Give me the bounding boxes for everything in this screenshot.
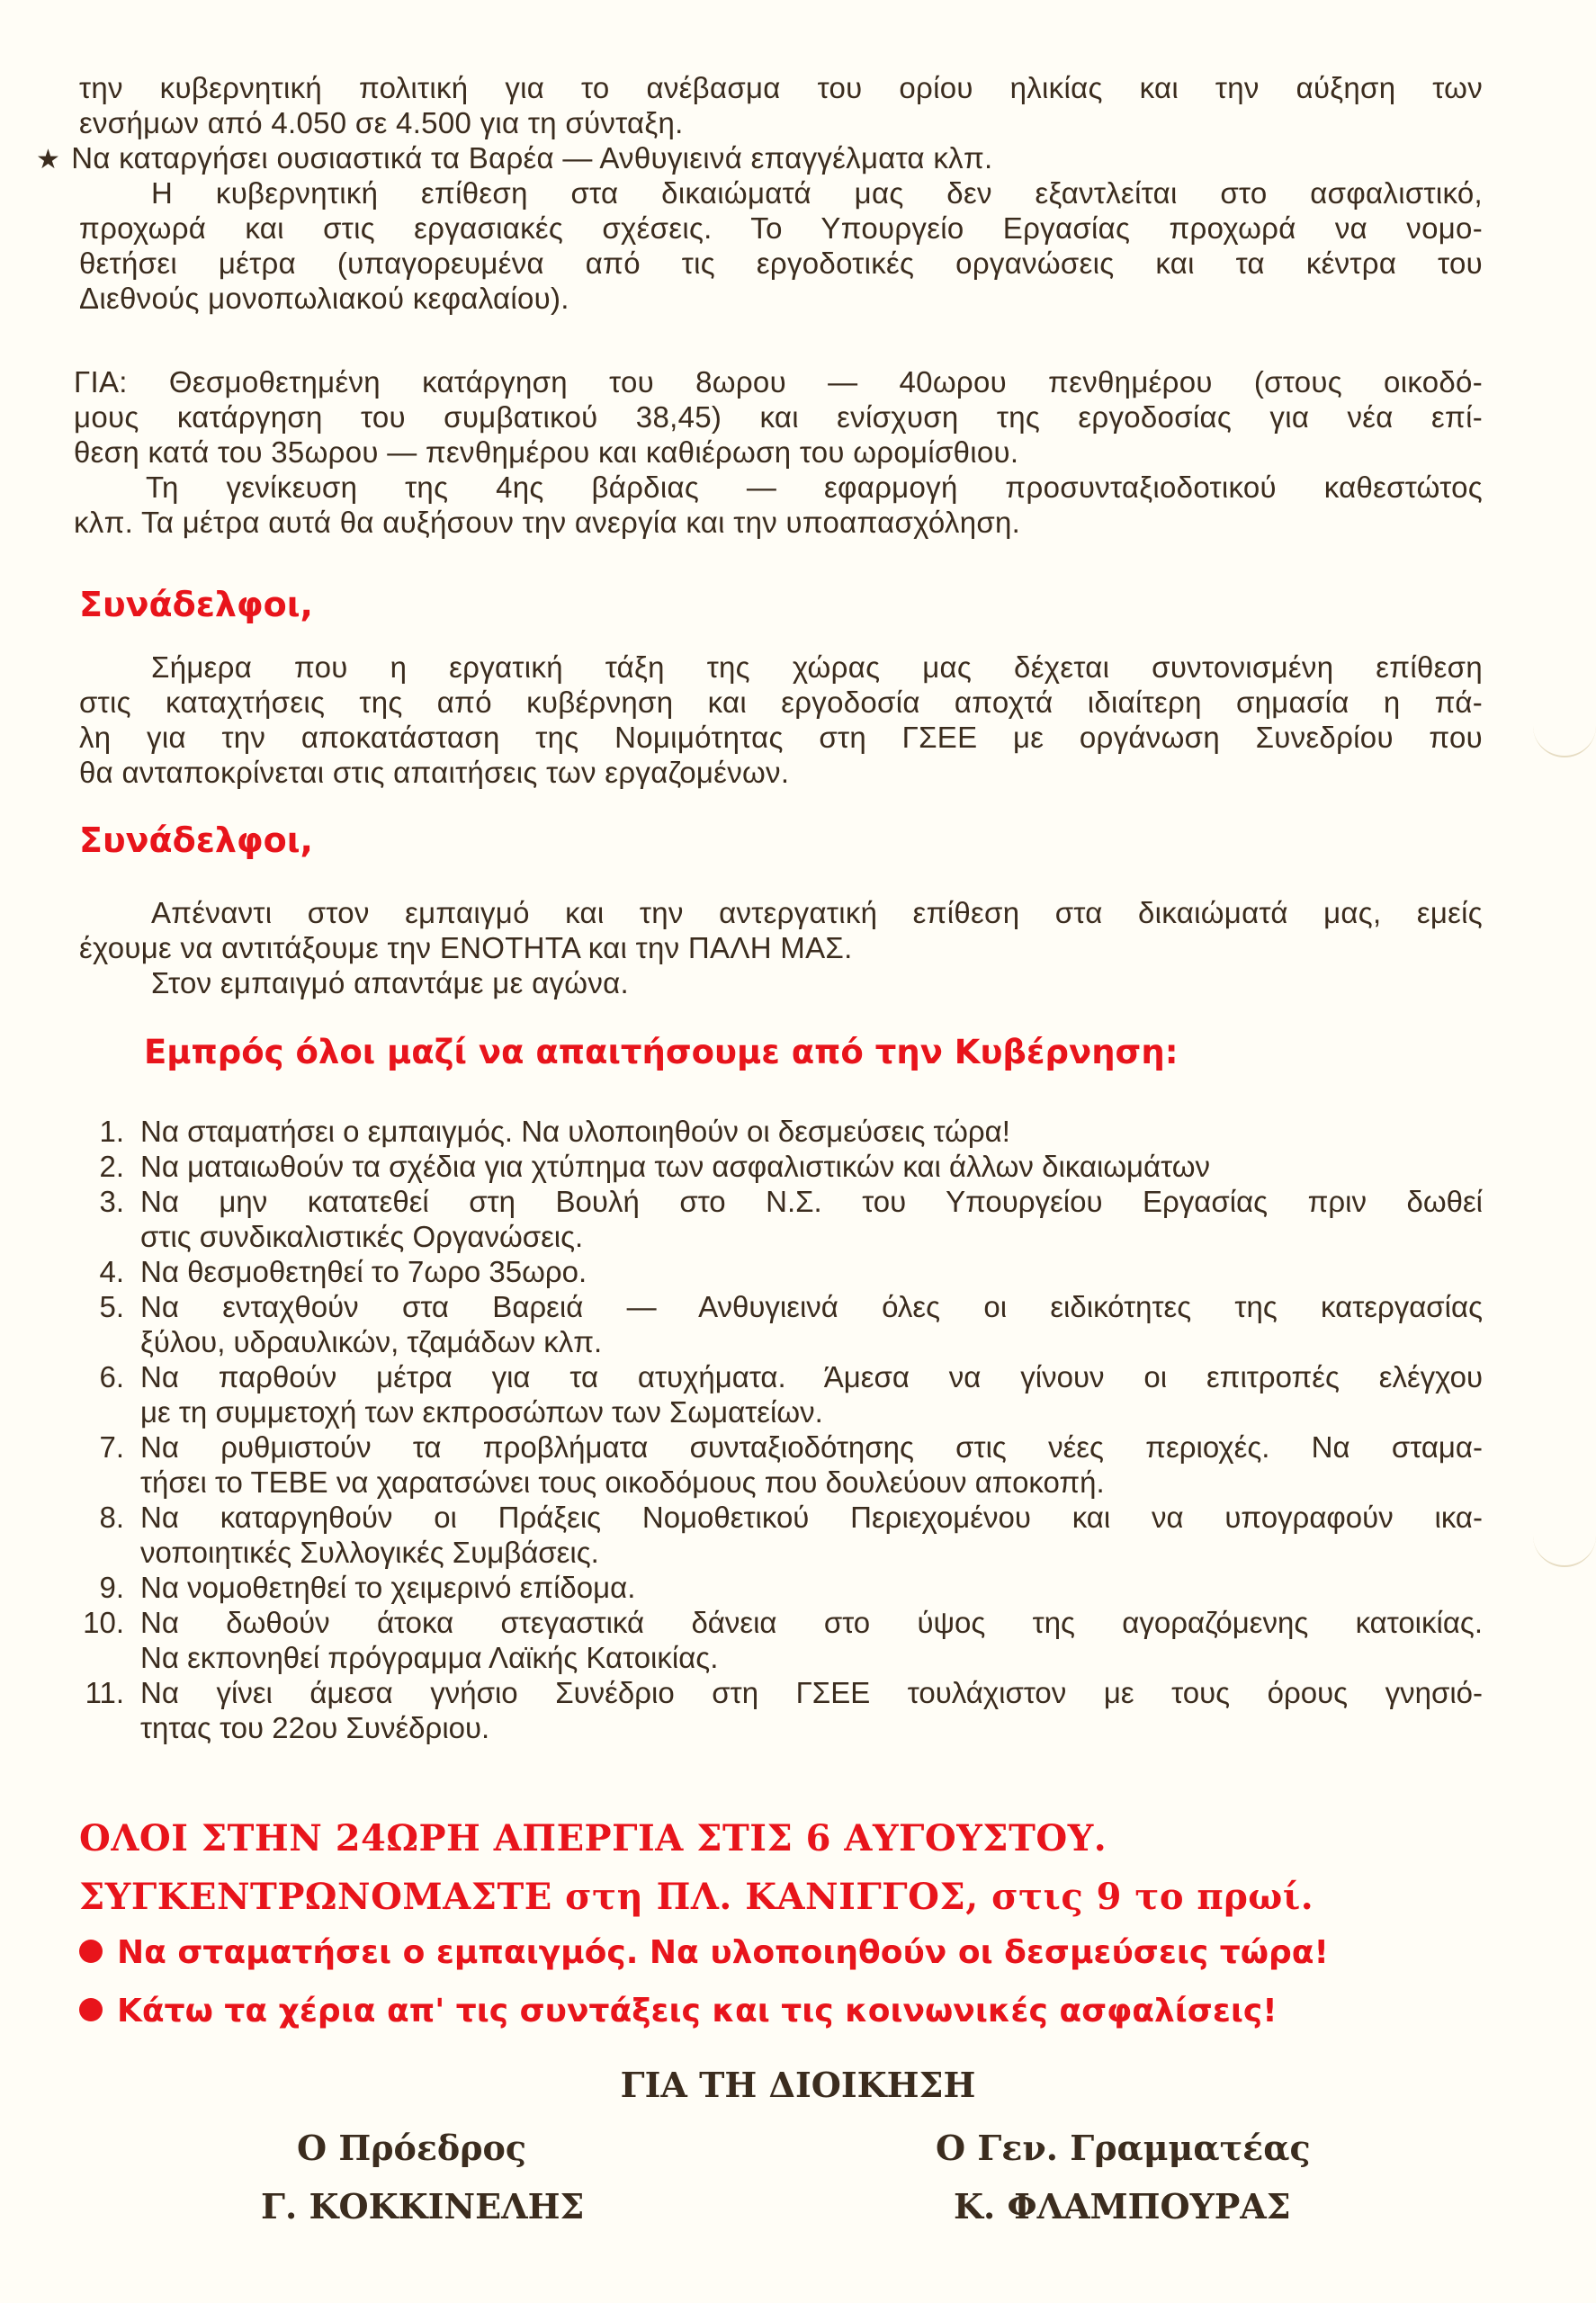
demand-line: Να θεσμοθετηθεί το 7ωρο 35ωρο. — [140, 1255, 587, 1288]
slogan-text: Κάτω τα χέρια απ' τις συντάξεις και τις κοινωνικές ασφαλίσεις! — [117, 1993, 1278, 2030]
star-icon: ★ — [36, 145, 61, 175]
intro-paragraph-line: Η κυβερνητική επίθεση στα δικαιώματά μας δεν εξαντλείται στο ασφαλιστικό, — [151, 176, 1483, 210]
demand-item — [79, 1184, 1483, 1254]
slogan-text: Να σταματήσει ο εμπαιγμός. Να υλοποιηθούν οι δεσμεύσεις τώρα! — [117, 1934, 1329, 1971]
section1-heading: Συνάδελφοι, — [79, 585, 313, 624]
demand-item — [79, 1570, 1483, 1605]
signature-heading: ΓΙΑ ΤΗ ΔΙΟΙΚΗΣΗ — [620, 2065, 976, 2105]
demand-item — [79, 1254, 1483, 1289]
section2-line: Στον εμπαιγμό απαντάμε με αγώνα. — [151, 966, 629, 999]
demand-line: νοποιητικές Συλλογικές Συμβάσεις. — [140, 1536, 599, 1569]
demand-line: Να καταργηθούν οι Πράξεις Νομοθετικού Περιεχομένου και να υπογραφούν ικα- — [140, 1501, 1483, 1534]
secretary-role: Ο Γεν. Γραμματέας — [936, 2128, 1311, 2168]
gia-line: Τη γενίκευση της 4ης βάρδιας — εφαρμογή προσυνταξιοδοτικού καθεστώτος — [146, 470, 1483, 504]
star-item-text: Να καταργήσει ουσιαστικά τα Βαρέα — Ανθυγιεινά επαγγέλματα κλπ. — [71, 141, 993, 175]
demand-item — [79, 1114, 1483, 1149]
gia-line: ΓΙΑ: Θεσμοθετημένη κατάργηση του 8ωρου — 40ωρου πενθημέρου (στους οικοδό- — [74, 365, 1483, 399]
intro-paragraph-line: θετήσει μέτρα (υπαγορευμένα από τις εργοδοτικές οργανώσεις και τα κέντρα του — [79, 246, 1483, 280]
demand-line: Να δωθούν άτοκα στεγαστικά δάνεια στο ύψος της αγοραζόμενης κατοικίας. — [140, 1606, 1483, 1639]
demand-item — [79, 1359, 1483, 1429]
bullet-icon — [79, 1940, 103, 1963]
demand-line: στις συνδικαλιστικές Οργανώσεις. — [140, 1220, 584, 1253]
intro-block — [36, 70, 1483, 316]
star-item — [36, 140, 1483, 175]
demand-number: 9. — [99, 1571, 124, 1604]
demand-line: ξύλου, υδραυλικών, τζαμάδων κλπ. — [140, 1325, 603, 1358]
demand-number: 10. — [83, 1606, 124, 1639]
slogan-2 — [79, 1993, 1278, 2030]
demand-line: τήσει το ΤΕΒΕ να χαρατσώνει τους οικοδόμους που δουλεύουν αποκοπή. — [140, 1465, 1105, 1499]
section1-body — [79, 650, 1483, 790]
gia-line: κλπ. Τα μέτρα αυτά θα αυξήσουν την ανεργία και την υποαπασχόληση. — [74, 506, 1021, 539]
demand-item — [79, 1675, 1483, 1745]
gia-line: μους κατάργηση του συμβατικού 38,45) και ενίσχυση της εργοδοσίας για νέα επί- — [74, 400, 1483, 434]
demand-line: Να σταματήσει ο εμπαιγμός. Να υλοποιηθούν οι δεσμεύσεις τώρα! — [140, 1115, 1010, 1148]
intro-line: την κυβερνητική πολιτική για το ανέβασμα του ορίου ηλικίας και την αύξηση των — [79, 71, 1483, 104]
secretary-name: Κ. ΦΛΑΜΠΟΥΡΑΣ — [954, 2186, 1291, 2227]
demand-number: 11. — [85, 1676, 124, 1709]
demand-number: 6. — [99, 1360, 124, 1393]
demand-number: 5. — [99, 1290, 124, 1323]
strike-announcement: ΟΛΟΙ ΣΤΗΝ 24ΩΡΗ ΑΠΕΡΓΙΑ ΣΤΙΣ 6 ΑΥΓΟΥΣΤΟΥ. — [79, 1817, 1107, 1859]
punch-hole-mark — [1533, 1529, 1596, 1567]
demand-number: 1. — [99, 1115, 124, 1148]
demand-item — [79, 1289, 1483, 1359]
bullet-icon — [79, 1998, 103, 2021]
demand-number: 2. — [99, 1150, 124, 1183]
demand-line: Να εκπονηθεί πρόγραμμα Λαϊκής Κατοικίας. — [140, 1641, 719, 1674]
demand-line: Να παρθούν μέτρα για τα ατυχήματα. Άμεσα να γίνουν οι επιτροπές ελέγχου — [140, 1360, 1483, 1393]
president-role: Ο Πρόεδρος — [297, 2128, 527, 2168]
intro-line: ενσήμων από 4.050 σε 4.500 για τη σύνταξη. — [79, 106, 684, 139]
demand-line: με τη συμμετοχή των εκπροσώπων των Σωματείων. — [140, 1395, 823, 1429]
president-name: Γ. ΚΟΚΚΙΝΕΛΗΣ — [261, 2186, 585, 2227]
demand-line: Να ματαιωθούν τα σχέδια για χτύπημα των ασφαλιστικών και άλλων δικαιωμάτων — [140, 1150, 1210, 1183]
slogan-1 — [79, 1934, 1329, 1971]
section1-line: λη για την αποκατάσταση της Νομιμότητας στη ΓΣΕΕ με οργάνωση Συνεδρίου που — [79, 721, 1483, 754]
section2-line: Απέναντι στον εμπαιγμό και την αντεργατική επίθεση στα δικαιώματά μας, εμείς — [151, 896, 1483, 929]
demand-line: Να μην κατατεθεί στη Βουλή στο Ν.Σ. του Υπουργείου Εργασίας πριν δωθεί — [140, 1185, 1483, 1218]
demand-line: Να ρυθμιστούν τα προβλήματα συνταξιοδότησης στις νέες περιοχές. Να σταμα- — [140, 1430, 1483, 1464]
section2-body — [79, 895, 1483, 1000]
punch-hole-mark — [1533, 720, 1596, 757]
demands-list — [79, 1114, 1483, 1745]
section1-line: Σήμερα που η εργατική τάξη της χώρας μας δέχεται συντονισμένη επίθεση — [151, 650, 1483, 684]
demand-number: 3. — [99, 1185, 124, 1218]
section1-line: θα ανταποκρίνεται στις απαιτήσεις των εργαζομένων. — [79, 756, 790, 789]
demand-item — [79, 1500, 1483, 1570]
demand-line: Να ενταχθούν στα Βαρειά — Ανθυγιεινά όλες οι ειδικότητες της κατεργασίας — [140, 1290, 1483, 1323]
demand-item — [79, 1149, 1483, 1184]
intro-paragraph-line: Διεθνούς μονοπωλιακού κεφαλαίου). — [79, 282, 569, 315]
demands-heading: Εμπρός όλοι μαζί να απαιτήσουμε από την Κυβέρνηση: — [144, 1033, 1179, 1071]
demand-line: τητας του 22ου Συνέδριου. — [140, 1711, 490, 1744]
intro-paragraph-line: προχωρά και στις εργασιακές σχέσεις. Το Υπουργείο Εργασίας προχωρά να νομο- — [79, 211, 1483, 245]
gia-line: θεση κατά του 35ωρου — πενθημέρου και καθιέρωση του ωρομίσθιου. — [74, 435, 1019, 469]
section2-line: έχουμε να αντιτάξουμε την ΕΝΟΤΗΤΑ και την ΠΑΛΗ ΜΑΣ. — [79, 931, 853, 964]
section1-line: στις καταχτήσεις της από κυβέρνηση και εργοδοσία αποχτά ιδιαίτερη σημασία η πά- — [79, 686, 1483, 719]
demand-number: 7. — [99, 1430, 124, 1464]
gia-block — [74, 364, 1483, 540]
demand-number: 4. — [99, 1255, 124, 1288]
demand-number: 8. — [99, 1501, 124, 1534]
demand-line: Να γίνει άμεσα γνήσιο Συνέδριο στη ΓΣΕΕ τουλάχιστον με τους όρους γνησιό- — [140, 1676, 1483, 1709]
demand-item — [79, 1605, 1483, 1675]
section2-heading: Συνάδελφοι, — [79, 820, 313, 860]
demand-item — [79, 1429, 1483, 1500]
demand-line: Να νομοθετηθεί το χειμερινό επίδομα. — [140, 1571, 636, 1604]
gathering-announcement: ΣΥΓΚΕΝΤΡΩΝΟΜΑΣΤΕ στη ΠΛ. ΚΑΝΙΓΓΟΣ, στις 9 το πρωί. — [79, 1876, 1314, 1918]
